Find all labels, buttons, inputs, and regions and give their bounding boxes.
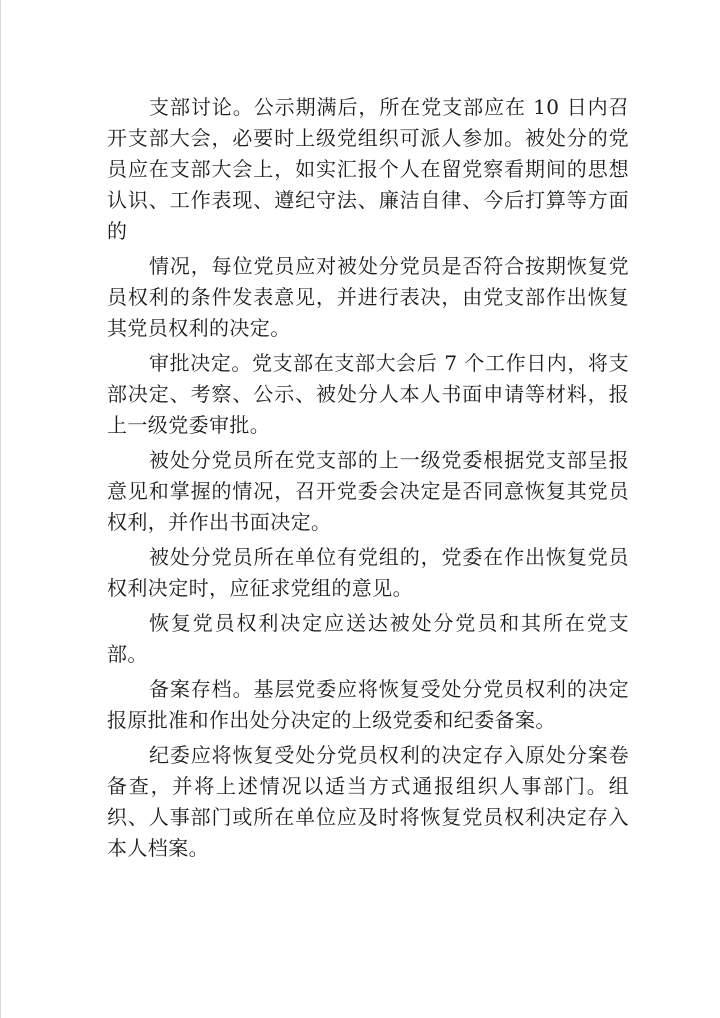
paragraph-approval-decision: 审批决定。党支部在支部大会后 7 个工作日内，将支部决定、考察、公示、被处分人本人书面申请等材料，报上一级党委审批。 <box>107 351 629 437</box>
page-edge-line <box>0 0 1 1018</box>
paragraph-delivery: 恢复党员权利决定应送达被处分党员和其所在党支部。 <box>107 611 629 666</box>
paragraph-filing: 备案存档。基层党委应将恢复受处分党员权利的决定报原批准和作出处分决定的上级党委和纪委备案。 <box>107 677 629 732</box>
paragraph-committee-decision: 被处分党员所在党支部的上一级党委根据党支部呈报意见和掌握的情况，召开党委会决定是否同意恢复其党员权利，并作出书面决定。 <box>107 448 629 534</box>
paragraph-archive: 纪委应将恢复受处分党员权利的决定存入原处分案卷备查，并将上述情况以适当方式通报组织人事部门。组织、人事部门或所在单位应及时将恢复党员权利决定存入本人档案。 <box>107 743 629 860</box>
paragraph-branch-discussion: 支部讨论。公示期满后，所在党支部应在 10 日内召开支部大会，必要时上级党组织可派人参加。被处分的党员应在支部大会上，如实汇报个人在留党察看期间的思想认识、工作表现、遵纪守法、廉洁自律、今后打算等方面的 <box>107 95 629 243</box>
document-body <box>107 92 629 868</box>
paragraph-situation-vote: 情况，每位党员应对被处分党员是否符合按期恢复党员权利的条件发表意见，并进行表决，由党支部作出恢复其党员权利的决定。 <box>107 254 629 340</box>
paragraph-party-group-opinion: 被处分党员所在单位有党组的，党委在作出恢复党员权利决定时，应征求党组的意见。 <box>107 545 629 600</box>
